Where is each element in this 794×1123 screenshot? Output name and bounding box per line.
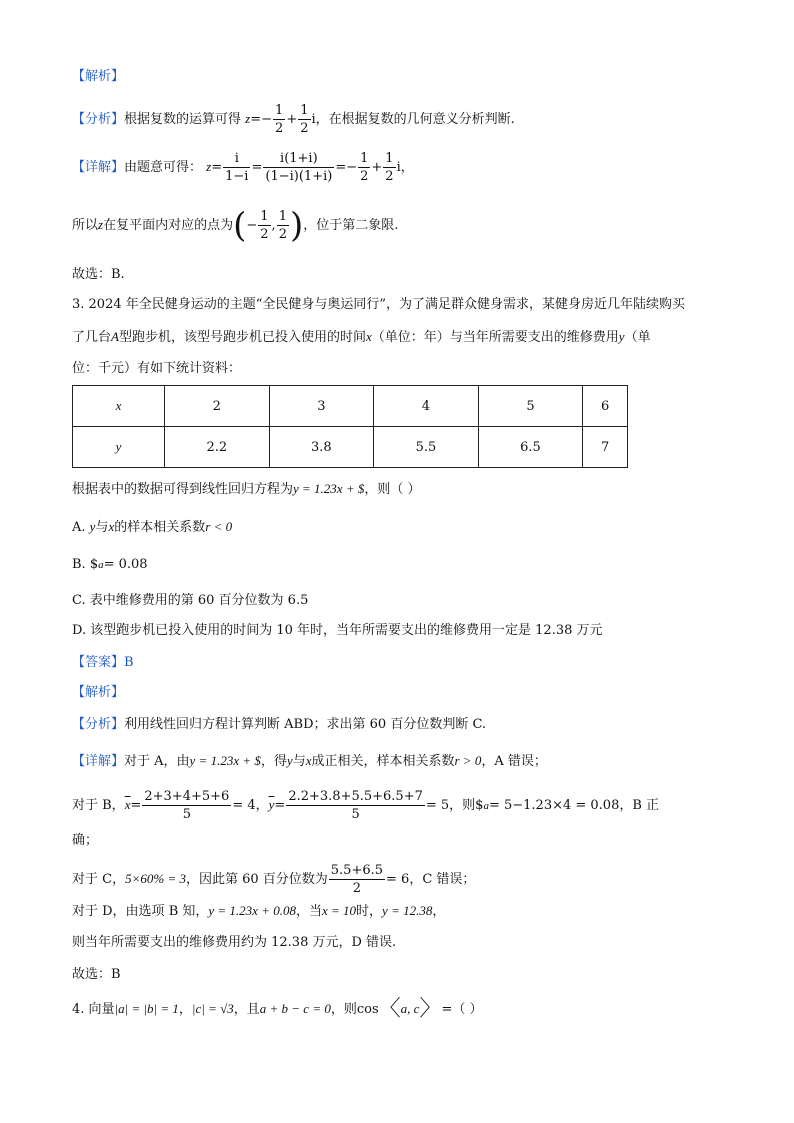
var-y: y [89,519,96,534]
text: 成正相关，样本相关系数 [311,754,455,769]
numerator: i [223,150,250,168]
math-expr: = 6 [386,872,410,887]
text: ，则 [449,798,476,813]
denominator: 2 [275,121,284,136]
text: ，C 错误； [409,872,476,887]
section-header-analysis: 【解析】 [72,69,125,84]
operator: = [211,160,223,175]
fraction [383,150,395,185]
operator: − [246,218,258,233]
right-paren: ) [289,205,304,246]
var-ybar: $\overline{y}$ [268,797,275,812]
var-a: a [483,800,489,812]
q4-line [72,996,483,1022]
text: 在复平面内对应的点为 [103,218,234,233]
point-line [72,205,399,246]
var-x: x [305,753,312,768]
operator: =− [250,112,273,127]
numerator: 1 [260,209,269,224]
numerator: 2.2+3.8+5.5+6.5+7 [288,789,423,804]
text: 与 [95,520,109,535]
math-expr: 5×60% = 3 [125,871,186,886]
math-expr: $ [475,798,484,813]
var-z: z [245,111,251,126]
detail-line-b: 对于 B，$\overline{x}=$ $\frac{2+3+4+5+6}{5}$ = 4，$\overline{y}=$ $\frac{2.2+3.8+5.5+6.5+7}{5}$ = 5，则$a= 5−1.23×4 = 0.08，B 正 [72,789,660,822]
var-A: A [111,329,119,344]
math-expr: a + b − c = 0 [259,1001,331,1016]
var-z: z [206,159,212,174]
math-expr: a, c [400,1001,420,1016]
math-expr: x = 10 [321,903,357,918]
math-expr: |c| = √3 [191,1001,234,1016]
detail-line-b-tail: 确； [72,833,99,848]
fraction [273,102,285,137]
detail-line-d [72,902,445,921]
table-cell: 4 [374,386,479,427]
denominator: 2 [352,881,362,896]
text: 的样本相关系数 [114,520,206,535]
text: （单位：年）与当年所需要支出的维修费用 [371,330,619,345]
var-y: y [618,329,625,344]
text: 时， [356,904,383,919]
var-x: x [365,329,372,344]
fraction [329,862,385,897]
text: ，则（ ） [364,482,421,497]
math-expr: r < 0 [205,519,233,534]
detail-tag: 【详解】 [72,160,125,175]
detail-line-1: 【详解】由题意可得： z= $\frac{i}{1-i}$ = $\frac{i(1+i)}{(1-i)(1+i)}$ =− $\frac{1}{2}$ + $\frac{1}{2}$ i， [72,151,414,184]
fraction [358,150,370,185]
table-cell: 2 [165,386,270,427]
math-expr: = 0.08 [103,557,148,572]
choice-line-2: 故选：B [72,967,121,982]
math-expr: = 4 [232,798,256,813]
text: ，且 [233,1002,260,1017]
var-z: z [98,217,104,232]
q3-line-2 [72,328,651,347]
denominator: 2 [385,169,394,184]
numerator: 5.5+6.5 [330,863,384,878]
table-cell: 5 [478,386,583,427]
math-expr: y = 1.23x + $ [189,753,261,768]
fraction [277,208,289,243]
table-row-y [73,427,628,468]
operator: + [286,112,298,127]
data-table [72,385,628,468]
fraction [142,788,231,823]
analysis-text: 利用线性回归方程计算判断 ABD；求出第 60 百分位数判断 C. [124,717,487,732]
analysis-text: 根据复数的运算可得 [124,112,242,127]
text: 型跑步机，该型号跑步机已投入使用的时间 [118,330,366,345]
var-xbar: $\overline{x}$ [124,797,131,812]
denominator: 5 [351,807,360,822]
detail-line-d-2: 则当年所需要支出的维修费用约为 12.38 万元，D 错误. [72,935,397,950]
right-angle: 〉 [419,996,442,1022]
detail-line-c [72,862,475,897]
text: ，得 [260,754,287,769]
text: ，则 [330,1002,357,1017]
fraction [258,208,270,243]
math-expr: y = 12.38 [382,903,433,918]
text: 与 [292,754,306,769]
text: ，因此第 60 百分位数为 [185,872,328,887]
text: 了几台 [72,330,112,345]
left-angle: 〈 [378,996,401,1022]
numerator: 2+3+4+5+6 [144,789,230,804]
imag-unit: i [396,160,401,175]
q3-line-3: 位：千元）有如下统计资料： [72,361,242,376]
math-func: cos [356,1002,379,1017]
table-cell: 2.2 [165,427,270,468]
table-cell: y [73,427,165,468]
regression-equation: y = 1.23x + $ [293,481,365,496]
fraction [286,788,425,823]
q3-option-d: D. 该型跑步机已投入使用的时间为 10 年时，当年所需要支出的维修费用一定是 12.38 万元 [72,623,603,638]
text: ，B 正 [619,798,660,813]
table-row-x [73,386,628,427]
text: 4. 向量 [72,1002,115,1017]
denominator: 2 [360,169,369,184]
imag-unit: i [311,112,316,127]
denominator: 1−i [225,169,249,184]
denominator: (1−i)(1+i) [265,169,333,184]
table-cell: 3.8 [269,427,374,468]
numerator: 1 [300,103,309,118]
numerator: 1 [385,151,394,166]
text: ，位于第二象限. [303,218,399,233]
var-x: x [108,519,115,534]
section-header-analysis-2: 【解析】 [72,685,125,700]
detail-text: 由题意可得： [124,160,203,175]
text: 所以 [72,218,99,233]
numerator: 1 [278,209,287,224]
numerator: i(1+i) [263,150,334,168]
table-cell: 5.5 [374,427,479,468]
detail-line-a [72,752,547,771]
answer-label: 【答案】B [72,655,134,670]
option-label: B. [72,557,86,572]
text: ，A 错误； [481,754,547,769]
analysis-line-2 [72,716,486,734]
var-y: y [286,753,293,768]
punctuation: , [271,218,276,233]
math-expr: = 5 [425,798,450,813]
denominator: 2 [300,121,309,136]
denominator: 2 [278,227,287,242]
operator: = [130,798,142,813]
table-cell: 6 [583,386,628,427]
text: 根据表中的数据可得到线性回归方程为 [72,482,294,497]
text: 对于 A，由 [124,754,190,769]
analysis-line-1 [72,102,515,137]
text: （单 [624,330,651,345]
table-cell: 6.5 [478,427,583,468]
analysis-tag: 【分析】 [72,717,125,732]
detail-tag: 【详解】 [72,754,125,769]
q3-stem [72,480,421,499]
denominator: 2 [260,227,269,242]
table-cell: x [73,386,165,427]
choice-line-1: 故选：B. [72,267,125,282]
text: 对于 C， [72,872,126,887]
var-a: a [98,559,104,571]
option-label: A. [72,520,86,535]
math-expr: = 5−1.23×4 = 0.08 [488,798,620,813]
math-expr: r > 0 [454,753,482,768]
numerator: 1 [360,151,369,166]
numerator: 1 [275,103,284,118]
fraction [223,150,250,185]
text: =（ ） [441,1002,483,1017]
text: ， [432,904,446,919]
q3-option-a [72,518,232,537]
operator: =− [335,160,358,175]
punctuation: ， [400,160,414,175]
operator: = [274,798,286,813]
text: 对于 B， [72,798,125,813]
analysis-tag: 【分析】 [72,112,125,127]
math-expr: |a| = |b| = 1 [114,1001,179,1016]
denominator: 5 [182,807,191,822]
left-paren: ( [233,205,247,246]
table-cell: 3 [269,386,374,427]
q3-option-c: C. 表中维修费用的第 60 百分位数为 6.5 [72,593,309,608]
q3-line-1: 3. 2024 年全民健身运动的主题“全民健身与奥运同行”，为了满足群众健身需求，某健身房近几年陆续购买 [72,297,686,312]
q3-option-b [72,556,148,574]
text: ， [178,1002,192,1017]
text: 对于 D，由选项 B 知， [72,904,209,919]
math-expr: y = 1.23x + 0.08 [208,903,296,918]
fraction [263,150,334,185]
text: ，当 [295,904,322,919]
operator: + [371,160,383,175]
math-expr: $ [89,557,99,572]
table-cell: 7 [583,427,628,468]
fraction [298,102,310,137]
analysis-text: ，在根据复数的几何意义分析判断. [315,112,515,127]
